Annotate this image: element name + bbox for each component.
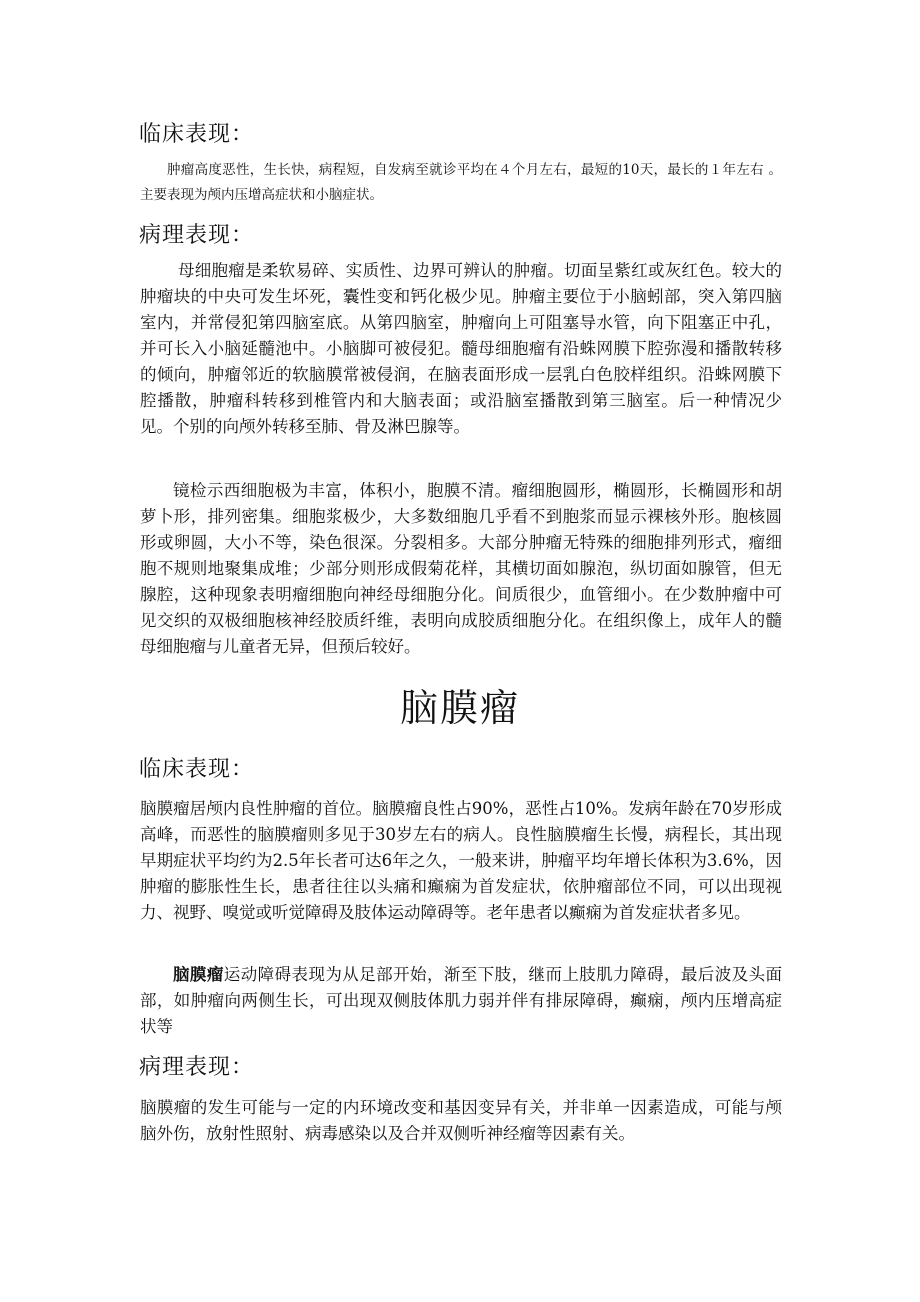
clinical-heading-2: 临床表现： [139, 757, 255, 782]
clinical-paragraph-1: 肿瘤高度恶性，生长快，病程短，自发病至就诊平均在４个月左右，最短的10天，最长的１年左右 。主要表现为颅内压增高症状和小脑症状。 [140, 162, 782, 203]
pathology-heading-2: 病理表现： [139, 1055, 255, 1080]
clinical-paragraph-3-text: 运动障碍表现为从足部开始，渐至下肢，继而上肢肌力障碍，最后波及头面部，如肿瘤向两侧生长，可出现双侧肢体肌力弱并伴有排尿障碍，癫痫，颅内压增高症状等 [140, 965, 783, 1036]
pathology-heading-1: 病理表现： [139, 223, 255, 248]
section-title-meningioma: 脑膜瘤 [399, 686, 520, 730]
pathology-paragraph-3: 脑膜瘤的发生可能与一定的内环境改变和基因变异有关，并非单一因素造成，可能与颅脑外伤，放射性照射、病毒感染以及合并双侧听神经瘤等因素有关。 [140, 1098, 782, 1143]
pathology-paragraph-2: 镜检示西细胞极为丰富，体积小，胞膜不清。瘤细胞圆形，椭圆形，长椭圆形和胡萝卜形，排列密集。细胞浆极少，大多数细胞几乎看不到胞浆而显示裸核外形。胞核圆形或卵圆，大小不等，染色很深。分裂相多。大部分肿瘤无特殊的细胞排列形式，瘤细胞不规则地聚集成堆；少部分则形成假菊花样，其横切面如腺泡，纵切面如腺管，但无腺腔，这种现象表明瘤细胞向神经母细胞分化。间质很少，血管细小。在少数肿瘤中可见交织的双极细胞核神经胶质纤维，表明向成胶质细胞分化。在组织像上，成年人的髓母细胞瘤与儿童者无异，但预后较好。 [140, 481, 782, 656]
clinical-heading-1: 临床表现： [139, 122, 255, 147]
bold-term: 脑膜瘤 [173, 965, 224, 984]
clinical-paragraph-2: 脑膜瘤居颅内良性肿瘤的首位。脑膜瘤良性占90%，恶性占10%。发病年龄在70岁形成高峰，而恶性的脑膜瘤则多见于30岁左右的病人。良性脑膜瘤生长慢，病程长，其出现早期症状平均约为2.5年长者可达6年之久，一般来讲，肿瘤平均年增长体积为3.6%，因肿瘤的膨胀性生长，患者往往以头痛和癫痫为首发症状，依肿瘤部位不同，可以出现视力、视野、嗅觉或听觉障碍及肢体运动障碍等。老年患者以癫痫为首发症状者多见。 [140, 799, 782, 922]
pathology-paragraph-1: 母细胞瘤是柔软易碎、实质性、边界可辨认的肿瘤。切面呈紫红或灰红色。较大的肿瘤块的中央可发生坏死，囊性变和钙化极少见。肿瘤主要位于小脑蚓部，突入第四脑室内，并常侵犯第四脑室底。从第四脑室，肿瘤向上可阻塞导水管，向下阻塞正中孔，并可长入小脑延髓池中。小脑脚可被侵犯。髓母细胞瘤有沿蛛网膜下腔弥漫和播散转移的倾向，肿瘤邻近的软脑膜常被侵润，在脑表面形成一层乳白色胶样组织。沿蛛网膜下腔播散，肿瘤科转移到椎管内和大脑表面；或沿脑室播散到第三脑室。后一种情况少见。个别的向颅外转移至肺、骨及淋巴腺等。 [140, 261, 782, 436]
clinical-paragraph-3 [140, 962, 782, 1040]
